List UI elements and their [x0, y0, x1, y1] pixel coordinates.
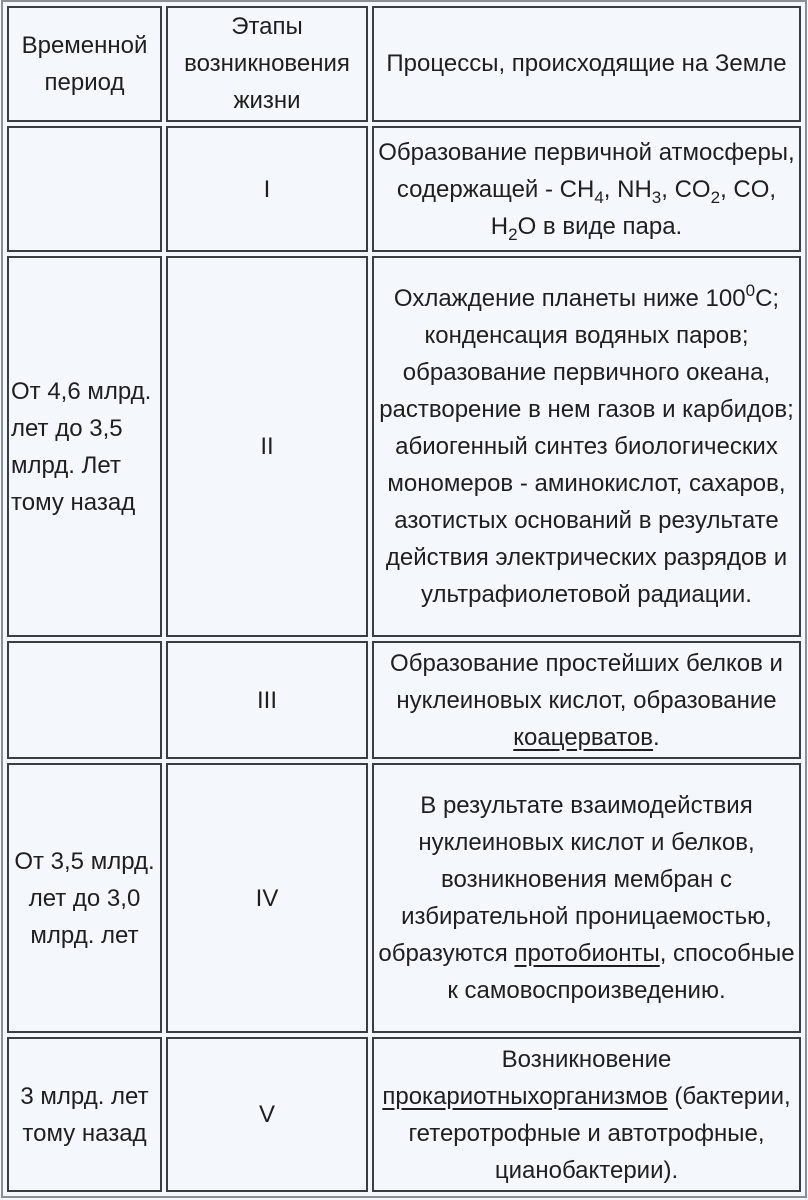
row-3-processes: [372, 641, 801, 760]
row-1-sub-1: 4: [594, 187, 604, 207]
row-4-text-2: , способные к самовоспроизведению.: [447, 940, 795, 1005]
row-3-text-2: .: [653, 723, 660, 751]
header-period: Временной период: [7, 6, 162, 122]
row-2-stage: II: [166, 256, 368, 636]
row-4-text-1: В результате взаимодействия нуклеиновых кислот и белков, возникновения мембран с избирательной проницаемостью, образуются: [378, 792, 772, 968]
row-1-processes: [372, 126, 801, 253]
row-2-period: От 4,6 млрд. лет до 3,5 млрд. Лет тому назад: [7, 256, 162, 636]
protobionts-link[interactable]: протобионты: [514, 940, 660, 968]
row-3-stage: III: [166, 641, 368, 760]
header-stages: Этапы возникновения жизни: [166, 6, 368, 122]
row-2-text-2: С; конденсация водяных паров; образование первичного океана, растворение в нем газов и карбидов; абиогенный синтез биологических мономеров - аминокислот, сахаров, азотистых оснований в результате действия электрических разрядов и ультрафиолетовой радиации.: [379, 285, 794, 609]
table-header-row: [7, 6, 801, 122]
row-5-stage: V: [166, 1037, 368, 1192]
row-5-text-2: (бактерии, гетеротрофные и автотрофные, цианобактерии).: [408, 1082, 791, 1184]
row-1-text-4: , CO, H: [490, 175, 777, 240]
prokaryotes-link[interactable]: прокариотныхорганизмов: [382, 1082, 668, 1110]
row-1-text-3: , CO: [661, 175, 711, 203]
row-1-sub-2: 3: [651, 187, 662, 207]
row-1-text-5: O в виде пара.: [517, 212, 683, 240]
coacervates-link[interactable]: коацерватов: [513, 723, 654, 751]
evolution-table-frame: [1, 0, 807, 1198]
row-1-period: [7, 126, 162, 253]
evolution-table: [3, 2, 805, 1196]
row-1-stage: I: [166, 126, 368, 253]
table-row: [7, 256, 801, 636]
row-3-period: [7, 641, 162, 760]
row-4-period: От 3,5 млрд. лет до 3,0 млрд. лет: [7, 763, 162, 1033]
row-1-text-1: Образование первичной атмосферы, содержащей - СН: [378, 138, 795, 203]
row-1-sub-4: 2: [508, 224, 518, 244]
row-1-text-2: , NH: [603, 175, 652, 203]
row-4-processes: [372, 763, 801, 1033]
row-2-sup-1: 0: [745, 281, 756, 301]
row-2-processes: [372, 256, 801, 636]
table-row: [7, 126, 801, 253]
row-3-text-1: Образование простейших белков и нуклеиновых кислот, образование: [390, 649, 783, 714]
row-5-text-1: Возникновение: [501, 1045, 672, 1073]
header-processes: Процессы, происходящие на Земле: [372, 6, 801, 122]
table-row: [7, 641, 801, 760]
table-row: [7, 1037, 801, 1192]
row-5-period: 3 млрд. лет тому назад: [7, 1037, 162, 1192]
row-2-text-1: Охлаждение планеты ниже 100: [393, 285, 746, 313]
row-4-stage: IV: [166, 763, 368, 1033]
row-5-processes: [372, 1037, 801, 1192]
table-row: [7, 763, 801, 1033]
row-1-sub-3: 2: [710, 187, 721, 207]
